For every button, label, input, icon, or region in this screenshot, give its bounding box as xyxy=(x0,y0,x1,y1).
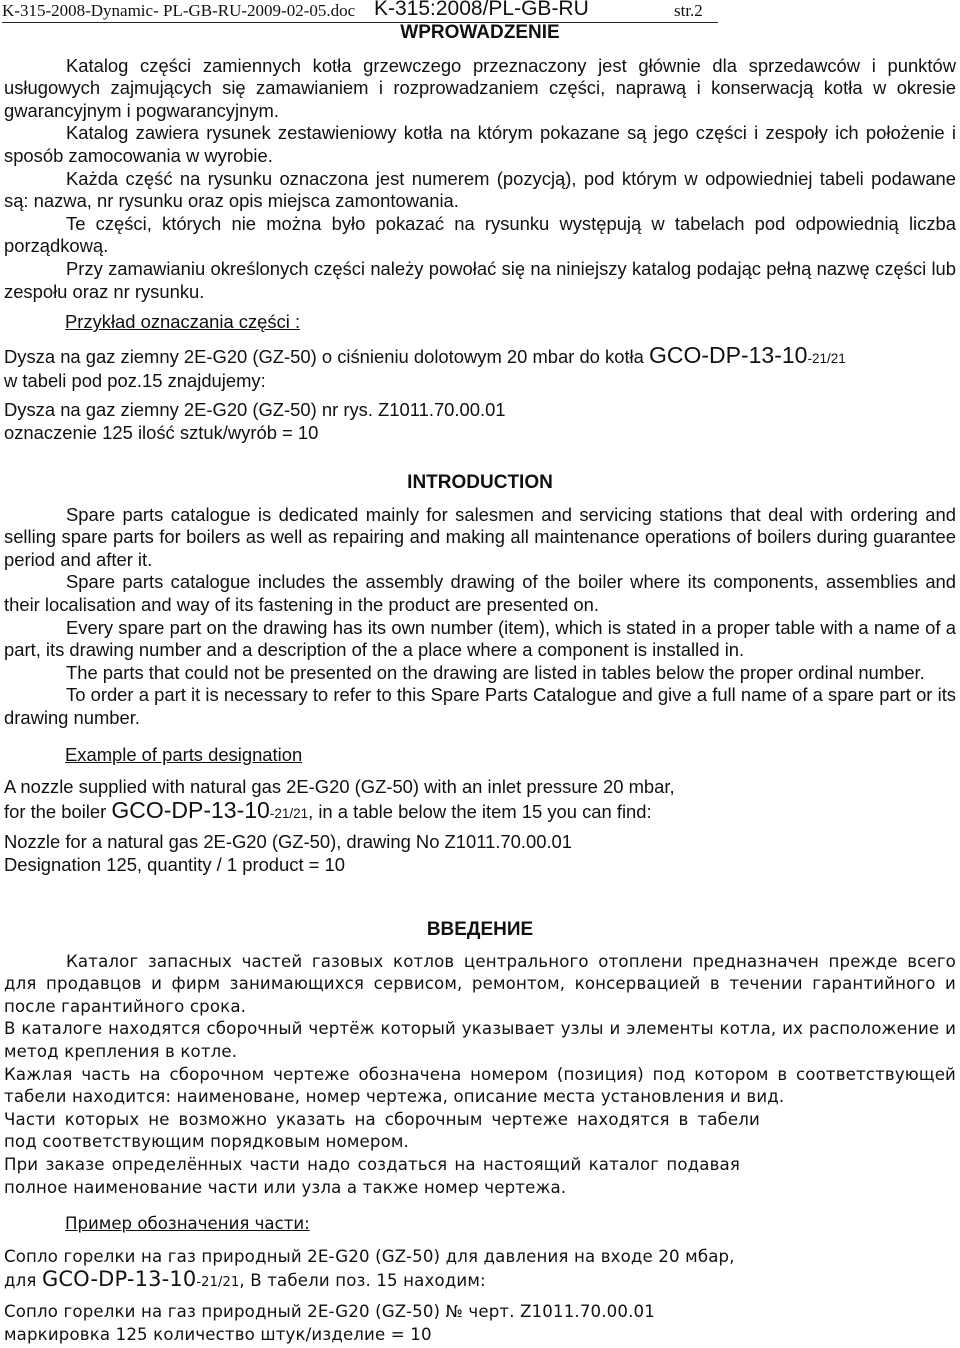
paragraph-pl-1: Katalog części zamiennych kotła grzewczego przeznaczony jest głównie dla sprzedawców i punktów usługowych zajmujących się zamawianiem i rozprowadzaniem części, naprawą i konserwacją kotła w okresie gwarancyjnym i pogwarancyjnym. xyxy=(4,54,956,121)
model-code-pl: GCO-DP-13-10 xyxy=(648,341,808,368)
model-code-ru: GCO-DP-13-10 xyxy=(41,1267,197,1292)
paragraph-pl-3: Każda część na rysunku oznaczona jest numerem (pozycją), pod którym w odpowiedniej tabeli podawane są: nazwa, nr rysunku oraz opis miejsca zamontowania. xyxy=(4,167,956,212)
example-line-pl-1 xyxy=(0,341,960,371)
example-line-pl-4: oznaczenie 125 ilość sztuk/wyrób = 10 xyxy=(4,421,319,443)
section-title-pl: WPROWADZENIE xyxy=(400,22,560,43)
paragraph-en-3: Every spare part on the drawing has its own number (item), which is stated in a proper table with a name of a part, its drawing number and a description of the a place where a component is installed in. xyxy=(4,616,956,661)
section-title-en: INTRODUCTION xyxy=(407,472,553,493)
model-suffix-pl: -21/21 xyxy=(807,350,846,366)
section-english xyxy=(0,472,960,877)
header-filename: K-315-2008-Dynamic- PL-GB-RU-2009-02-05.doc xyxy=(2,1,356,20)
paragraph-ru-5: При заказе определённых части надо создаться на настоящий каталог подавая полное наименование части или узла а также номер чертежа. xyxy=(4,1154,740,1197)
example-line-pl-2: w tabeli pod poz.15 znajdujemy: xyxy=(4,370,266,392)
example-line-ru-3: Сопло горелки на газ природный 2E-G20 (GZ-50) № черт. Z1011.70.00.01 xyxy=(4,1301,655,1321)
section-title-ru: ВВЕДЕНИЕ xyxy=(426,919,534,940)
header-page-number: str.2 xyxy=(674,1,703,20)
model-code-en: GCO-DP-13-10 xyxy=(111,796,270,823)
example-line-en-3: Nozzle for a natural gas 2E-G20 (GZ-50), drawing No Z1011.70.00.01 xyxy=(4,831,573,853)
section-russian xyxy=(0,919,960,1346)
example-prefix-ru: для xyxy=(4,1271,42,1291)
example-rest-ru: , В табели поз. 15 находим: xyxy=(239,1271,486,1291)
example-heading-ru: Пример обозначения части: xyxy=(65,1214,310,1234)
paragraph-ru-4: Части которых не возможно указать на сборочным чертеже находятся в табели под соответствующим порядковым номером. xyxy=(4,1109,760,1152)
example-line-ru-4: маркировка 125 количество штук/изделие = 10 xyxy=(4,1324,432,1344)
page-header xyxy=(2,0,718,23)
example-heading-en: Example of parts designation xyxy=(65,743,303,765)
paragraph-en-2: Spare parts catalogue includes the assembly drawing of the boiler where its components, assemblies and their localisation and way of its fastening in the product are presented on. xyxy=(4,571,956,615)
example-line-ru-1: Сопло горелки на газ природный 2E-G20 (GZ-50) для давления на входе 20 мбар, xyxy=(4,1246,735,1266)
paragraph-ru-1: Каталог запасных частей газовых котлов центрального отоплени предназначен прежде всего для продавцов и фирм занимающихся сервисом, ремонтом, консервацией в течении гарантийного и после гарантийного срока. xyxy=(4,951,956,1016)
section-polish xyxy=(0,22,960,444)
paragraph-en-4: The parts that could not be presented on the drawing are listed in tables below the proper ordinal number. xyxy=(66,661,925,683)
paragraph-en-1: Spare parts catalogue is dedicated mainly for salesmen and servicing stations that deal with ordering and selling spare parts for boilers as well as repairing and making all maintenance operations of boilers during guarantee period and after it. xyxy=(4,503,956,570)
example-text-pl-1: Dysza na gaz ziemny 2E-G20 (GZ-50) o ciśnieniu dolotowym 20 mbar do kotła xyxy=(4,345,649,367)
example-line-ru-2 xyxy=(0,1268,960,1295)
example-heading-pl: Przykład oznaczania części : xyxy=(65,311,301,333)
model-suffix-ru: -21/21 xyxy=(196,1275,240,1291)
paragraph-ru-2: В каталоге находятся сборочный чертёж который указывает узлы и элементы котла, их расположение и метод крепления в котле. xyxy=(4,1019,956,1061)
paragraph-pl-2: Katalog zawiera rysunek zestawieniowy kotła na którym pokazane są jego części i zespoły ich położenie i sposób zamocowania w wyrobie. xyxy=(4,122,956,166)
example-line-en-2 xyxy=(0,796,960,826)
example-line-en-4: Designation 125, quantity / 1 product = 10 xyxy=(4,853,345,875)
example-prefix-en: for the boiler xyxy=(4,800,112,822)
example-line-pl-3: Dysza na gaz ziemny 2E-G20 (GZ-50) nr rys. Z1011.70.00.01 xyxy=(4,398,506,420)
paragraph-pl-4: Te części, których nie można było pokazać na rysunku występują w tabelach pod odpowiednią liczba porządkową. xyxy=(4,212,956,257)
header-doc-code: K-315:2008/PL-GB-RU xyxy=(374,0,589,20)
paragraph-en-5: To order a part it is necessary to refer to this Spare Parts Catalogue and give a full name of a spare part or its drawing number. xyxy=(4,684,956,728)
paragraph-ru-3: Кажлая часть на сборочном чертеже обозначена номером (позиция) под котором в соответствующей табели находится: наименоване, номер чертежа, описание места установления и вид. xyxy=(4,1064,956,1107)
model-suffix-en: -21/21 xyxy=(269,805,309,821)
example-line-en-1: A nozzle supplied with natural gas 2E-G20 (GZ-50) with an inlet pressure 20 mbar, xyxy=(4,776,675,798)
example-rest-en: , in a table below the item 15 you can find: xyxy=(308,800,652,822)
paragraph-pl-5: Przy zamawianiu określonych części należy powołać się na niniejszy katalog podając pełną nazwę części lub zespołu oraz nr rysunku. xyxy=(4,257,956,302)
